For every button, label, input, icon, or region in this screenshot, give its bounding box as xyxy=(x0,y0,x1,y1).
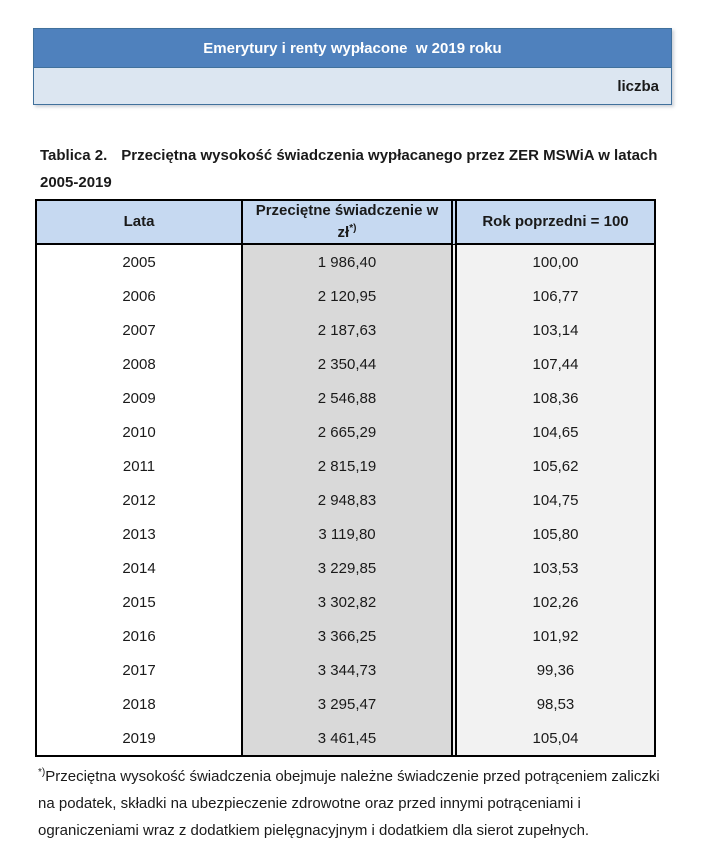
avg-benefit-cell: 2 546,88 xyxy=(241,381,451,415)
table-caption xyxy=(40,142,682,196)
prev-year-index-cell: 105,80 xyxy=(451,517,654,551)
banner-title-row xyxy=(34,29,671,68)
table-row xyxy=(37,415,654,449)
year-cell: 2013 xyxy=(37,517,241,551)
avg-benefit-cell: 3 295,47 xyxy=(241,687,451,721)
col-header-prev-year-index: Rok poprzedni = 100 xyxy=(451,201,654,245)
year-cell: 2008 xyxy=(37,347,241,381)
table-row xyxy=(37,687,654,721)
year-cell: 2009 xyxy=(37,381,241,415)
footnote-marker: *) xyxy=(38,767,46,778)
prev-year-index-cell: 105,62 xyxy=(451,449,654,483)
avg-benefit-cell: 2 665,29 xyxy=(241,415,451,449)
prev-year-index-cell: 100,00 xyxy=(451,245,654,279)
table-header-row xyxy=(37,201,654,245)
prev-year-index-cell: 105,04 xyxy=(451,721,654,755)
footnote xyxy=(38,759,672,844)
prev-year-index-cell: 102,26 xyxy=(451,585,654,619)
avg-benefit-cell: 3 461,45 xyxy=(241,721,451,755)
year-cell: 2007 xyxy=(37,313,241,347)
year-cell: 2014 xyxy=(37,551,241,585)
avg-benefit-cell: 2 948,83 xyxy=(241,483,451,517)
prev-year-index-cell: 99,36 xyxy=(451,653,654,687)
footnote-text: Przeciętna wysokość świadczenia obejmuje należne świadczenie przed potrąceniem zaliczki na podatek, składki na ubezpieczenie zdrowotne oraz przed innymi potrąceniami i ograniczeniami wraz z dodatkiem pielęgnacyjnym i dodatkiem dla sierot zupełnych. xyxy=(38,768,660,839)
pension-table xyxy=(35,199,656,757)
prev-year-index-cell: 108,36 xyxy=(451,381,654,415)
prev-year-index-cell: 104,65 xyxy=(451,415,654,449)
table-body xyxy=(37,245,654,755)
avg-benefit-cell: 3 229,85 xyxy=(241,551,451,585)
table-caption-label: Tablica 2. xyxy=(40,147,108,164)
prev-year-index-cell: 104,75 xyxy=(451,483,654,517)
year-cell: 2019 xyxy=(37,721,241,755)
col-header-footnote-mark: *) xyxy=(349,223,357,234)
col-header-years: Lata xyxy=(37,201,241,245)
banner-unit-label: liczba xyxy=(617,77,659,95)
avg-benefit-cell: 3 119,80 xyxy=(241,517,451,551)
avg-benefit-cell: 3 302,82 xyxy=(241,585,451,619)
year-cell: 2011 xyxy=(37,449,241,483)
year-cell: 2005 xyxy=(37,245,241,279)
table-row xyxy=(37,585,654,619)
table-row xyxy=(37,279,654,313)
year-cell: 2010 xyxy=(37,415,241,449)
table-header xyxy=(37,201,654,245)
year-cell: 2018 xyxy=(37,687,241,721)
year-cell: 2012 xyxy=(37,483,241,517)
banner-title: Emerytury i renty wypłacone w 2019 roku xyxy=(203,39,502,57)
table-row xyxy=(37,245,654,279)
prev-year-index-cell: 103,14 xyxy=(451,313,654,347)
avg-benefit-cell: 2 120,95 xyxy=(241,279,451,313)
col-header-avg-benefit xyxy=(241,201,451,245)
year-cell: 2016 xyxy=(37,619,241,653)
prev-year-index-cell: 106,77 xyxy=(451,279,654,313)
avg-benefit-cell: 1 986,40 xyxy=(241,245,451,279)
prev-year-index-cell: 101,92 xyxy=(451,619,654,653)
year-cell: 2015 xyxy=(37,585,241,619)
banner-subtitle-row xyxy=(34,68,671,104)
prev-year-index-cell: 107,44 xyxy=(451,347,654,381)
avg-benefit-cell: 3 366,25 xyxy=(241,619,451,653)
table-row xyxy=(37,313,654,347)
prev-year-index-cell: 98,53 xyxy=(451,687,654,721)
table-row xyxy=(37,449,654,483)
prev-year-index-cell: 103,53 xyxy=(451,551,654,585)
avg-benefit-cell: 2 187,63 xyxy=(241,313,451,347)
table-row xyxy=(37,347,654,381)
avg-benefit-cell: 2 350,44 xyxy=(241,347,451,381)
report-banner xyxy=(33,28,672,105)
year-cell: 2006 xyxy=(37,279,241,313)
col-header-avg-benefit-text: Przeciętne świadczenie w zł xyxy=(255,202,439,241)
table-caption-text: Przeciętna wysokość świadczenia wypłacanego przez ZER MSWiA w latach 2005-2019 xyxy=(40,147,658,191)
table-row xyxy=(37,653,654,687)
table-row xyxy=(37,551,654,585)
table-row xyxy=(37,483,654,517)
avg-benefit-cell: 2 815,19 xyxy=(241,449,451,483)
avg-benefit-cell: 3 344,73 xyxy=(241,653,451,687)
year-cell: 2017 xyxy=(37,653,241,687)
table-row xyxy=(37,517,654,551)
table-row xyxy=(37,381,654,415)
table-row xyxy=(37,619,654,653)
table-row xyxy=(37,721,654,755)
